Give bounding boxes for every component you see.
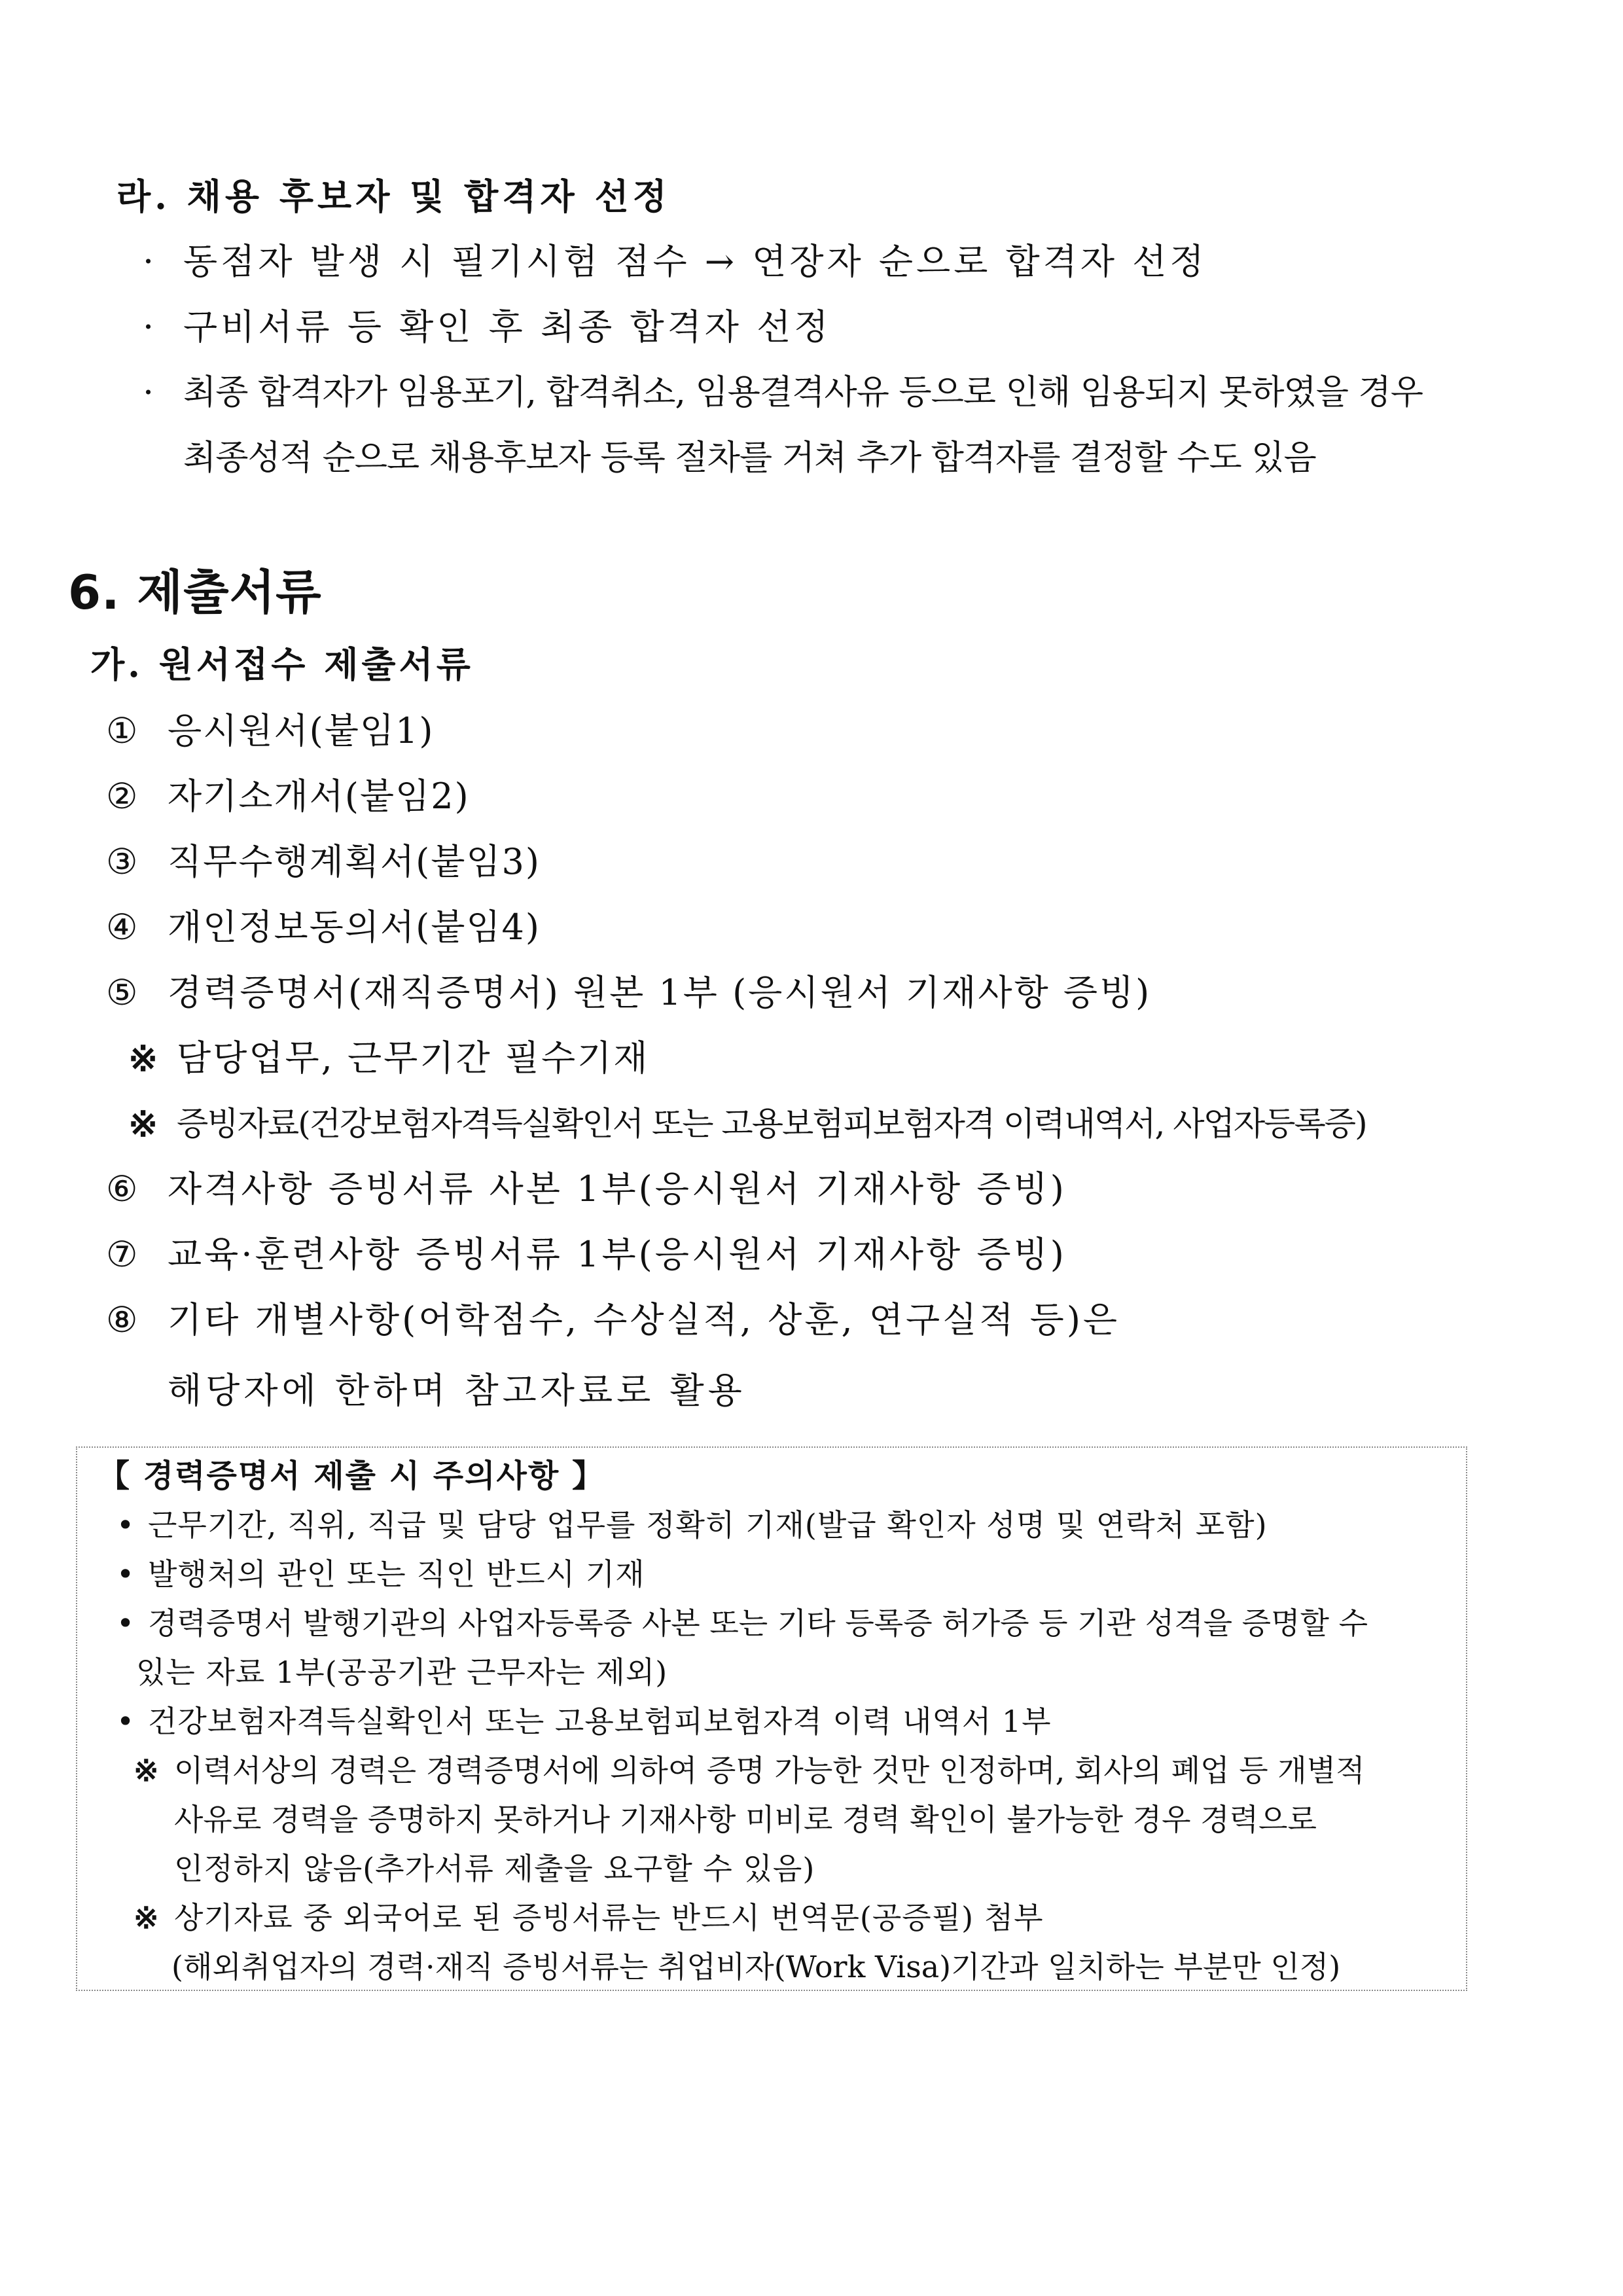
notice-bullet-2: 발행처의 관인 또는 직인 반드시 기재 — [148, 1556, 645, 1592]
doc-item-3: 직무수행계획서(붙임3) — [168, 841, 541, 882]
doc-item-7: 교육·훈련사항 증빙서류 1부(응시원서 기재사항 증빙) — [168, 1234, 1067, 1275]
note-marker: ※ — [128, 1103, 158, 1145]
section-ra-item-1: 동점자 발생 시 필기시험 점수 → 연장자 순으로 합격자 선정 — [183, 241, 1207, 282]
notice-bullet-3-cont: 있는 자료 1부(공공기관 근무자는 제외) — [136, 1655, 668, 1690]
notice-bullet-4: 건강보험자격득실확인서 또는 고용보험피보험자격 이력 내역서 1부 — [148, 1704, 1052, 1739]
item-marker: ⑥ — [106, 1168, 138, 1210]
item-marker: ③ — [106, 841, 138, 882]
notice-note-1-line-3: 인정하지 않음(추가서류 제출을 요구할 수 있음) — [174, 1851, 815, 1886]
bullet-dot: • — [116, 1507, 135, 1543]
note-marker: ※ — [128, 1037, 158, 1079]
bullet-dot: · — [143, 372, 154, 413]
note-marker: ※ — [134, 1753, 159, 1788]
bullet-dot: • — [116, 1556, 135, 1592]
section-ra-heading: 라. 채용 후보자 및 합격자 선정 — [116, 175, 671, 217]
doc-item-8: 기타 개별사항(어학점수, 수상실적, 상훈, 연구실적 등)은 — [168, 1299, 1120, 1340]
item-marker: ⑤ — [106, 972, 138, 1013]
doc-item-8-cont: 해당자에 한하며 참고자료로 활용 — [168, 1370, 746, 1411]
doc-item-2: 자기소개서(붙임2) — [168, 776, 470, 817]
section-6-heading: 6. 제출서류 — [68, 565, 322, 620]
doc-item-5: 경력증명서(재직증명서) 원본 1부 (응시원서 기재사항 증빙) — [168, 972, 1152, 1013]
doc-item-1: 응시원서(붙임1) — [168, 710, 435, 751]
bullet-dot: • — [116, 1605, 135, 1641]
item-marker: ② — [106, 776, 138, 817]
notice-bullet-1: 근무기간, 직위, 직급 및 담당 업무를 정확히 기재(발급 확인자 성명 및 연락처 포함) — [148, 1507, 1268, 1543]
notice-note-2-line-2: (해외취업자의 경력·재직 증빙서류는 취업비자(Work Visa)기간과 일치하는 부분만 인정) — [171, 1949, 1341, 1984]
bullet-dot: · — [143, 241, 154, 282]
item-marker: ① — [106, 710, 138, 751]
doc-note-1: 담당업무, 근무기간 필수기재 — [177, 1037, 650, 1079]
bullet-dot: · — [143, 306, 154, 348]
notice-title: 【 경력증명서 제출 시 주의사항 】 — [98, 1458, 605, 1494]
item-marker: ⑧ — [106, 1299, 138, 1340]
note-marker: ※ — [134, 1900, 159, 1935]
section-ra-item-3-cont: 최종성적 순으로 채용후보자 등록 절차를 거쳐 추가 합격자를 결정할 수도 있음 — [183, 439, 1316, 478]
notice-note-1-line-1: 이력서상의 경력은 경력증명서에 의하여 증명 가능한 것만 인정하며, 회사의 폐업 등 개별적 — [174, 1753, 1365, 1788]
bullet-dot: • — [116, 1704, 135, 1739]
doc-note-2: 증빙자료(건강보험자격득실확인서 또는 고용보험피보험자격 이력내역서, 사업자등록증) — [177, 1105, 1366, 1143]
section-ra-item-3: 최종 합격자가 임용포기, 합격취소, 임용결격사유 등으로 인해 임용되지 못하였을 경우 — [183, 373, 1423, 412]
section-6-subheading: 가. 원서접수 제출서류 — [90, 643, 474, 685]
item-marker: ⑦ — [106, 1234, 138, 1275]
doc-item-4: 개인정보동의서(붙임4) — [168, 906, 541, 948]
section-ra-item-2: 구비서류 등 확인 후 최종 합격자 선정 — [183, 306, 832, 348]
item-marker: ④ — [106, 906, 138, 948]
doc-item-6: 자격사항 증빙서류 사본 1부(응시원서 기재사항 증빙) — [168, 1168, 1067, 1210]
notice-note-1-line-2: 사유로 경력을 증명하지 못하거나 기재사항 미비로 경력 확인이 불가능한 경우 경력으로 — [174, 1802, 1317, 1837]
notice-bullet-3: 경력증명서 발행기관의 사업자등록증 사본 또는 기타 등록증 허가증 등 기관 성격을 증명할 수 — [148, 1605, 1368, 1641]
notice-note-2-line-1: 상기자료 중 외국어로 된 증빙서류는 반드시 번역문(공증필) 첨부 — [174, 1900, 1044, 1935]
